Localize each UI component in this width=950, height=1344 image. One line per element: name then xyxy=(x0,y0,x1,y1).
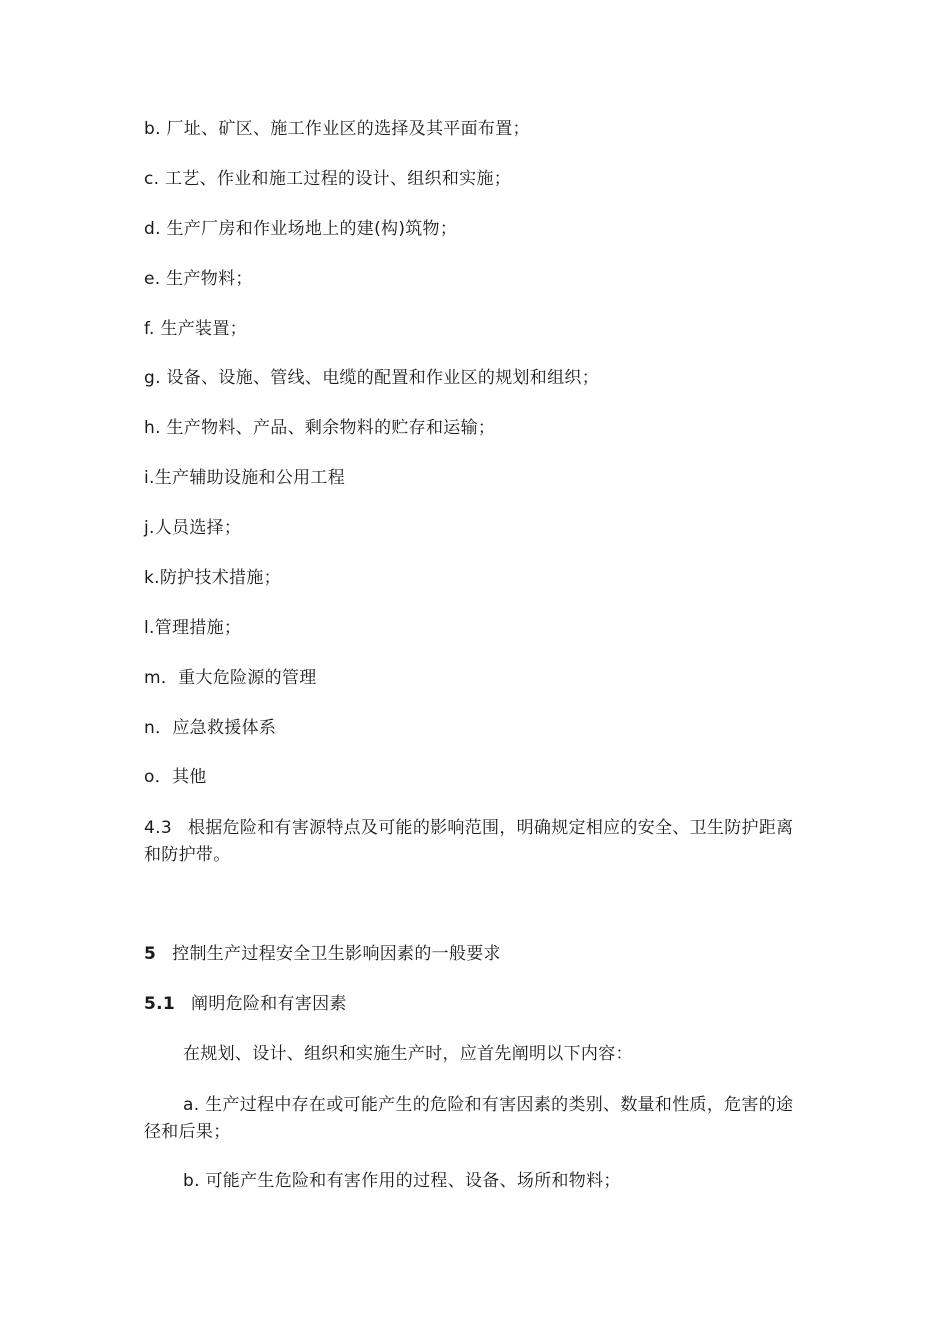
list-item-n: n．应急救援体系 xyxy=(144,718,277,738)
section-4-3-paragraph xyxy=(144,815,806,869)
list-item-o: o．其他 xyxy=(144,767,207,787)
section-4-3-text: 根据危险和有害源特点及可能的影响范围，明确规定相应的安全、卫生防护距离和防护带。 xyxy=(144,818,794,865)
section-5-1-item-b: b. 可能产生危险和有害作用的过程、设备、场所和物料； xyxy=(183,1171,621,1191)
section-5-title: 控制生产过程安全卫生影响因素的一般要求 xyxy=(172,944,501,964)
list-item-h: h. 生产物料、产品、剩余物料的贮存和运输； xyxy=(144,418,496,438)
section-5-1-intro: 在规划、设计、组织和实施生产时，应首先阐明以下内容： xyxy=(183,1044,633,1064)
list-item-f: f. 生产装置； xyxy=(144,319,247,339)
section-4-3-number: 4.3 xyxy=(144,818,172,838)
list-item-b: b. 厂址、矿区、施工作业区的选择及其平面布置； xyxy=(144,119,530,139)
section-5-1-item-a xyxy=(144,1092,806,1146)
section-5-1-title: 阐明危险和有害因素 xyxy=(191,994,347,1014)
list-item-i: i.生产辅助设施和公用工程 xyxy=(144,468,346,488)
section-5-1-number: 5.1 xyxy=(144,994,176,1014)
list-item-g: g. 设备、设施、管线、电缆的配置和作业区的规划和组织； xyxy=(144,368,599,388)
section-5-1-item-a-text: a. 生产过程中存在或可能产生的危险和有害因素的类别、数量和性质，危害的途径和后果； xyxy=(144,1095,794,1142)
list-item-j: j.人员选择； xyxy=(144,518,242,538)
list-item-m: m．重大危险源的管理 xyxy=(144,668,317,688)
list-item-l: l.管理措施； xyxy=(144,618,242,638)
list-item-k: k.防护技术措施； xyxy=(144,568,281,588)
list-item-d: d. 生产厂房和作业场地上的建(构)筑物； xyxy=(144,219,458,239)
list-item-c: c. 工艺、作业和施工过程的设计、组织和实施； xyxy=(144,169,512,189)
section-5-heading xyxy=(144,942,501,966)
section-5-1-heading xyxy=(144,992,347,1016)
section-5-number: 5 xyxy=(144,944,157,964)
list-item-e: e. 生产物料； xyxy=(144,269,253,289)
